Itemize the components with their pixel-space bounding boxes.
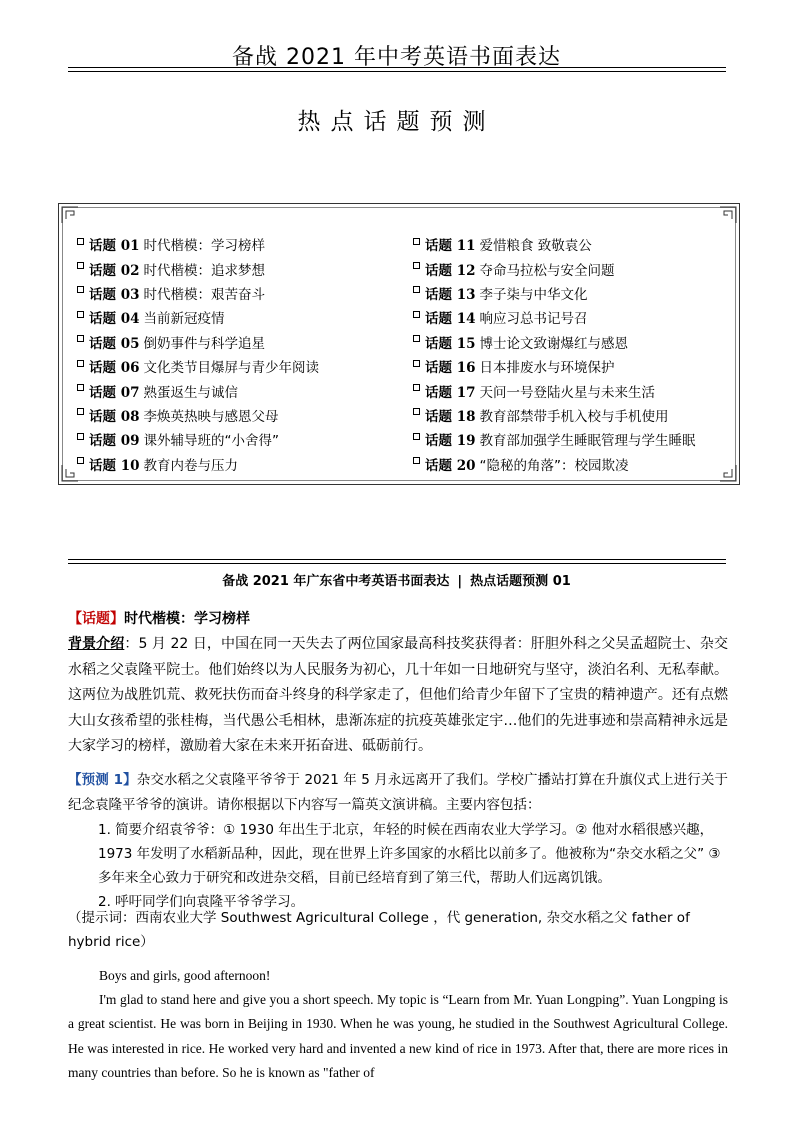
topic-item[interactable] xyxy=(413,232,696,256)
topic-title: “隐秘的角落”：校园欺凌 xyxy=(479,457,629,474)
square-bullet-icon xyxy=(77,286,84,293)
topic-title: 教育部禁带手机入校与手机使用 xyxy=(479,408,669,425)
square-bullet-icon xyxy=(77,360,84,367)
section-heading: 热点话题预测 xyxy=(297,109,496,135)
square-bullet-icon xyxy=(413,262,420,269)
task-point-2: 2. 呼吁同学们向袁隆平爷爷学习。 xyxy=(98,894,305,910)
topic-number: 话题 16 xyxy=(425,360,476,377)
topic-title: 时代楷模：艰苦奋斗 xyxy=(143,286,265,303)
topic-item[interactable] xyxy=(413,305,696,329)
topic-item[interactable] xyxy=(413,452,696,476)
topic-number: 话题 08 xyxy=(89,408,140,425)
topic-title: 时代楷模：学习榜样 xyxy=(143,238,265,255)
topic-item[interactable] xyxy=(413,378,696,402)
square-bullet-icon xyxy=(77,335,84,342)
square-bullet-icon xyxy=(77,262,84,269)
topic-heading-title: 时代楷模：学习榜样 xyxy=(124,611,250,627)
topic-item[interactable] xyxy=(77,403,319,427)
topic-number: 话题 11 xyxy=(425,238,476,255)
model-speech xyxy=(68,964,728,1085)
background-colon: ： xyxy=(124,636,139,652)
topic-number: 话题 02 xyxy=(89,262,140,279)
square-bullet-icon xyxy=(77,238,84,245)
corner-ornament-icon xyxy=(61,206,79,224)
subheader-separator: | xyxy=(457,574,463,589)
topic-number: 话题 06 xyxy=(89,360,140,377)
background-label: 背景介绍 xyxy=(68,636,125,652)
topic-number: 话题 01 xyxy=(89,238,140,255)
topic-item[interactable] xyxy=(77,427,319,451)
topic-title: 李焕英热映与感恩父母 xyxy=(143,408,279,425)
square-bullet-icon xyxy=(413,286,420,293)
topic-item[interactable] xyxy=(413,281,696,305)
topic-title: 文化类节目爆屏与青少年阅读 xyxy=(143,360,319,377)
square-bullet-icon xyxy=(77,311,84,318)
corner-ornament-icon xyxy=(719,464,737,482)
task-hint: （提示词：西南农业大学 Southwest Agricultural College ，代 generation, 杂交水稻之父 father of hybrid rice） xyxy=(68,910,690,950)
square-bullet-icon xyxy=(413,457,420,464)
corner-ornament-icon xyxy=(719,206,737,224)
topic-title: 熟蛋返生与诚信 xyxy=(143,384,238,401)
background-text: 5 月 22 日，中国在同一天失去了两位国家最高科技奖获得者：肝胆外科之父吴孟超院士、杂交水稻之父袁隆平院士。他们始终以为人民服务为初心，几十年如一日地研究与坚守，淡泊名利、无私奉献。这两位为战胜饥荒、救死扶伤而奋斗终身的科学家走了，但他们给青少年留下了宝贵的精神遗产。还有点燃大山女孩希望的张桂梅，当代愚公毛相林，患渐冻症的抗疫英雄张定宇…他们的先进事迹和崇高精神永远是大家学习的榜样，激励着大家在未来开拓奋进、砥砺前行。 xyxy=(68,636,729,754)
topic-title: 李子柒与中华文化 xyxy=(479,286,588,303)
topic-list-box xyxy=(58,203,740,485)
topic-title: 天问一号登陆火星与未来生活 xyxy=(479,384,655,401)
subheader-rule-bottom xyxy=(68,563,726,564)
topic-title: 响应习总书记号召 xyxy=(479,311,588,328)
task-intro-text: 杂交水稻之父袁隆平爷爷于 2021 年 5 月永远离开了我们。学校广播站打算在升旗仪式上进行关于纪念袁隆平爷爷的演讲。请你根据以下内容写一篇英文演讲稿。主要内容包括： xyxy=(68,772,729,813)
subheader xyxy=(0,570,793,589)
topic-title: 爱惜粮食 致敬袁公 xyxy=(479,238,592,255)
task-intro xyxy=(68,768,728,817)
subheader-right: 热点话题预测 01 xyxy=(470,574,571,589)
topic-title: 夺命马拉松与安全问题 xyxy=(479,262,615,279)
task-point-1: 1. 简要介绍袁爷爷：① 1930 年出生于北京，年轻的时候在西南农业大学学习。② 他对水稻很感兴趣，1973 年发明了水稻新品种，因此，现在世界上许多国家的水稻比以前多了。他被称为“杂交水稻之父” ③多年来全心致力于研究和改进杂交稻，目前已经培育到了第三代，帮助人们远离饥饿。 xyxy=(98,822,721,886)
topic-number: 话题 13 xyxy=(425,286,476,303)
topic-number: 话题 10 xyxy=(89,457,140,474)
square-bullet-icon xyxy=(413,433,420,440)
topic-item[interactable] xyxy=(413,354,696,378)
square-bullet-icon xyxy=(77,433,84,440)
topic-item[interactable] xyxy=(413,256,696,280)
topic-title: 日本排废水与环境保护 xyxy=(479,360,615,377)
square-bullet-icon xyxy=(413,335,420,342)
topic-item[interactable] xyxy=(77,256,319,280)
topic-item[interactable] xyxy=(413,403,696,427)
topic-number: 话题 03 xyxy=(89,286,140,303)
subheader-left: 备战 2021 年广东省中考英语书面表达 xyxy=(222,574,450,589)
topic-tag: 【话题】 xyxy=(68,611,124,627)
subheader-rule-top xyxy=(68,559,726,560)
topic-number: 话题 18 xyxy=(425,408,476,425)
header-rule-bottom xyxy=(68,71,726,72)
topic-item[interactable] xyxy=(77,281,319,305)
topic-number: 话题 07 xyxy=(89,384,140,401)
square-bullet-icon xyxy=(77,457,84,464)
background-paragraph xyxy=(68,632,728,760)
task-tag: 【预测 1】 xyxy=(68,772,137,788)
topic-number: 话题 04 xyxy=(89,311,140,328)
topic-number: 话题 20 xyxy=(425,457,476,474)
square-bullet-icon xyxy=(413,384,420,391)
topic-column-left xyxy=(77,232,319,476)
square-bullet-icon xyxy=(77,384,84,391)
topic-title: 时代楷模：追求梦想 xyxy=(143,262,265,279)
speech-greeting: Boys and girls, good afternoon! xyxy=(99,968,271,983)
square-bullet-icon xyxy=(413,238,420,245)
square-bullet-icon xyxy=(77,408,84,415)
task-points xyxy=(68,818,728,914)
speech-paragraph: I'm glad to stand here and give you a short speech. My topic is “Learn from Mr. Yuan Longping”. Yuan Longping is a great scientist. He was born in Beijing in 1930. When he was young, he studied in the Southwest Agricultural College. He was interested in rice. He worked very hard and invented a new kind of rice in 1973. After that, there are more rices in many countries than before. So he is known as "father of xyxy=(68,992,728,1080)
page-header-title: 备战 2021 年中考英语书面表达 xyxy=(232,45,561,70)
topic-item[interactable] xyxy=(413,330,696,354)
topic-number: 话题 17 xyxy=(425,384,476,401)
topic-item[interactable] xyxy=(77,354,319,378)
topic-item[interactable] xyxy=(413,427,696,451)
topic-heading xyxy=(68,608,250,628)
topic-number: 话题 05 xyxy=(89,335,140,352)
topic-item[interactable] xyxy=(77,232,319,256)
topic-title: 当前新冠疫情 xyxy=(143,311,225,328)
topic-item[interactable] xyxy=(77,305,319,329)
topic-item[interactable] xyxy=(77,378,319,402)
topic-number: 话题 14 xyxy=(425,311,476,328)
topic-item[interactable] xyxy=(77,330,319,354)
square-bullet-icon xyxy=(413,408,420,415)
topic-item[interactable] xyxy=(77,452,319,476)
topic-number: 话题 09 xyxy=(89,433,140,450)
topic-column-right xyxy=(413,232,696,476)
square-bullet-icon xyxy=(413,360,420,367)
topic-title: 教育部加强学生睡眠管理与学生睡眠 xyxy=(479,433,696,450)
topic-number: 话题 12 xyxy=(425,262,476,279)
header-rule-top xyxy=(68,67,726,68)
topic-title: 倒奶事件与科学追星 xyxy=(143,335,265,352)
topic-number: 话题 19 xyxy=(425,433,476,450)
topic-title: 课外辅导班的“小舍得” xyxy=(143,433,279,450)
topic-title: 博士论文致谢爆红与感恩 xyxy=(479,335,628,352)
topic-number: 话题 15 xyxy=(425,335,476,352)
square-bullet-icon xyxy=(413,311,420,318)
topic-title: 教育内卷与压力 xyxy=(143,457,238,474)
